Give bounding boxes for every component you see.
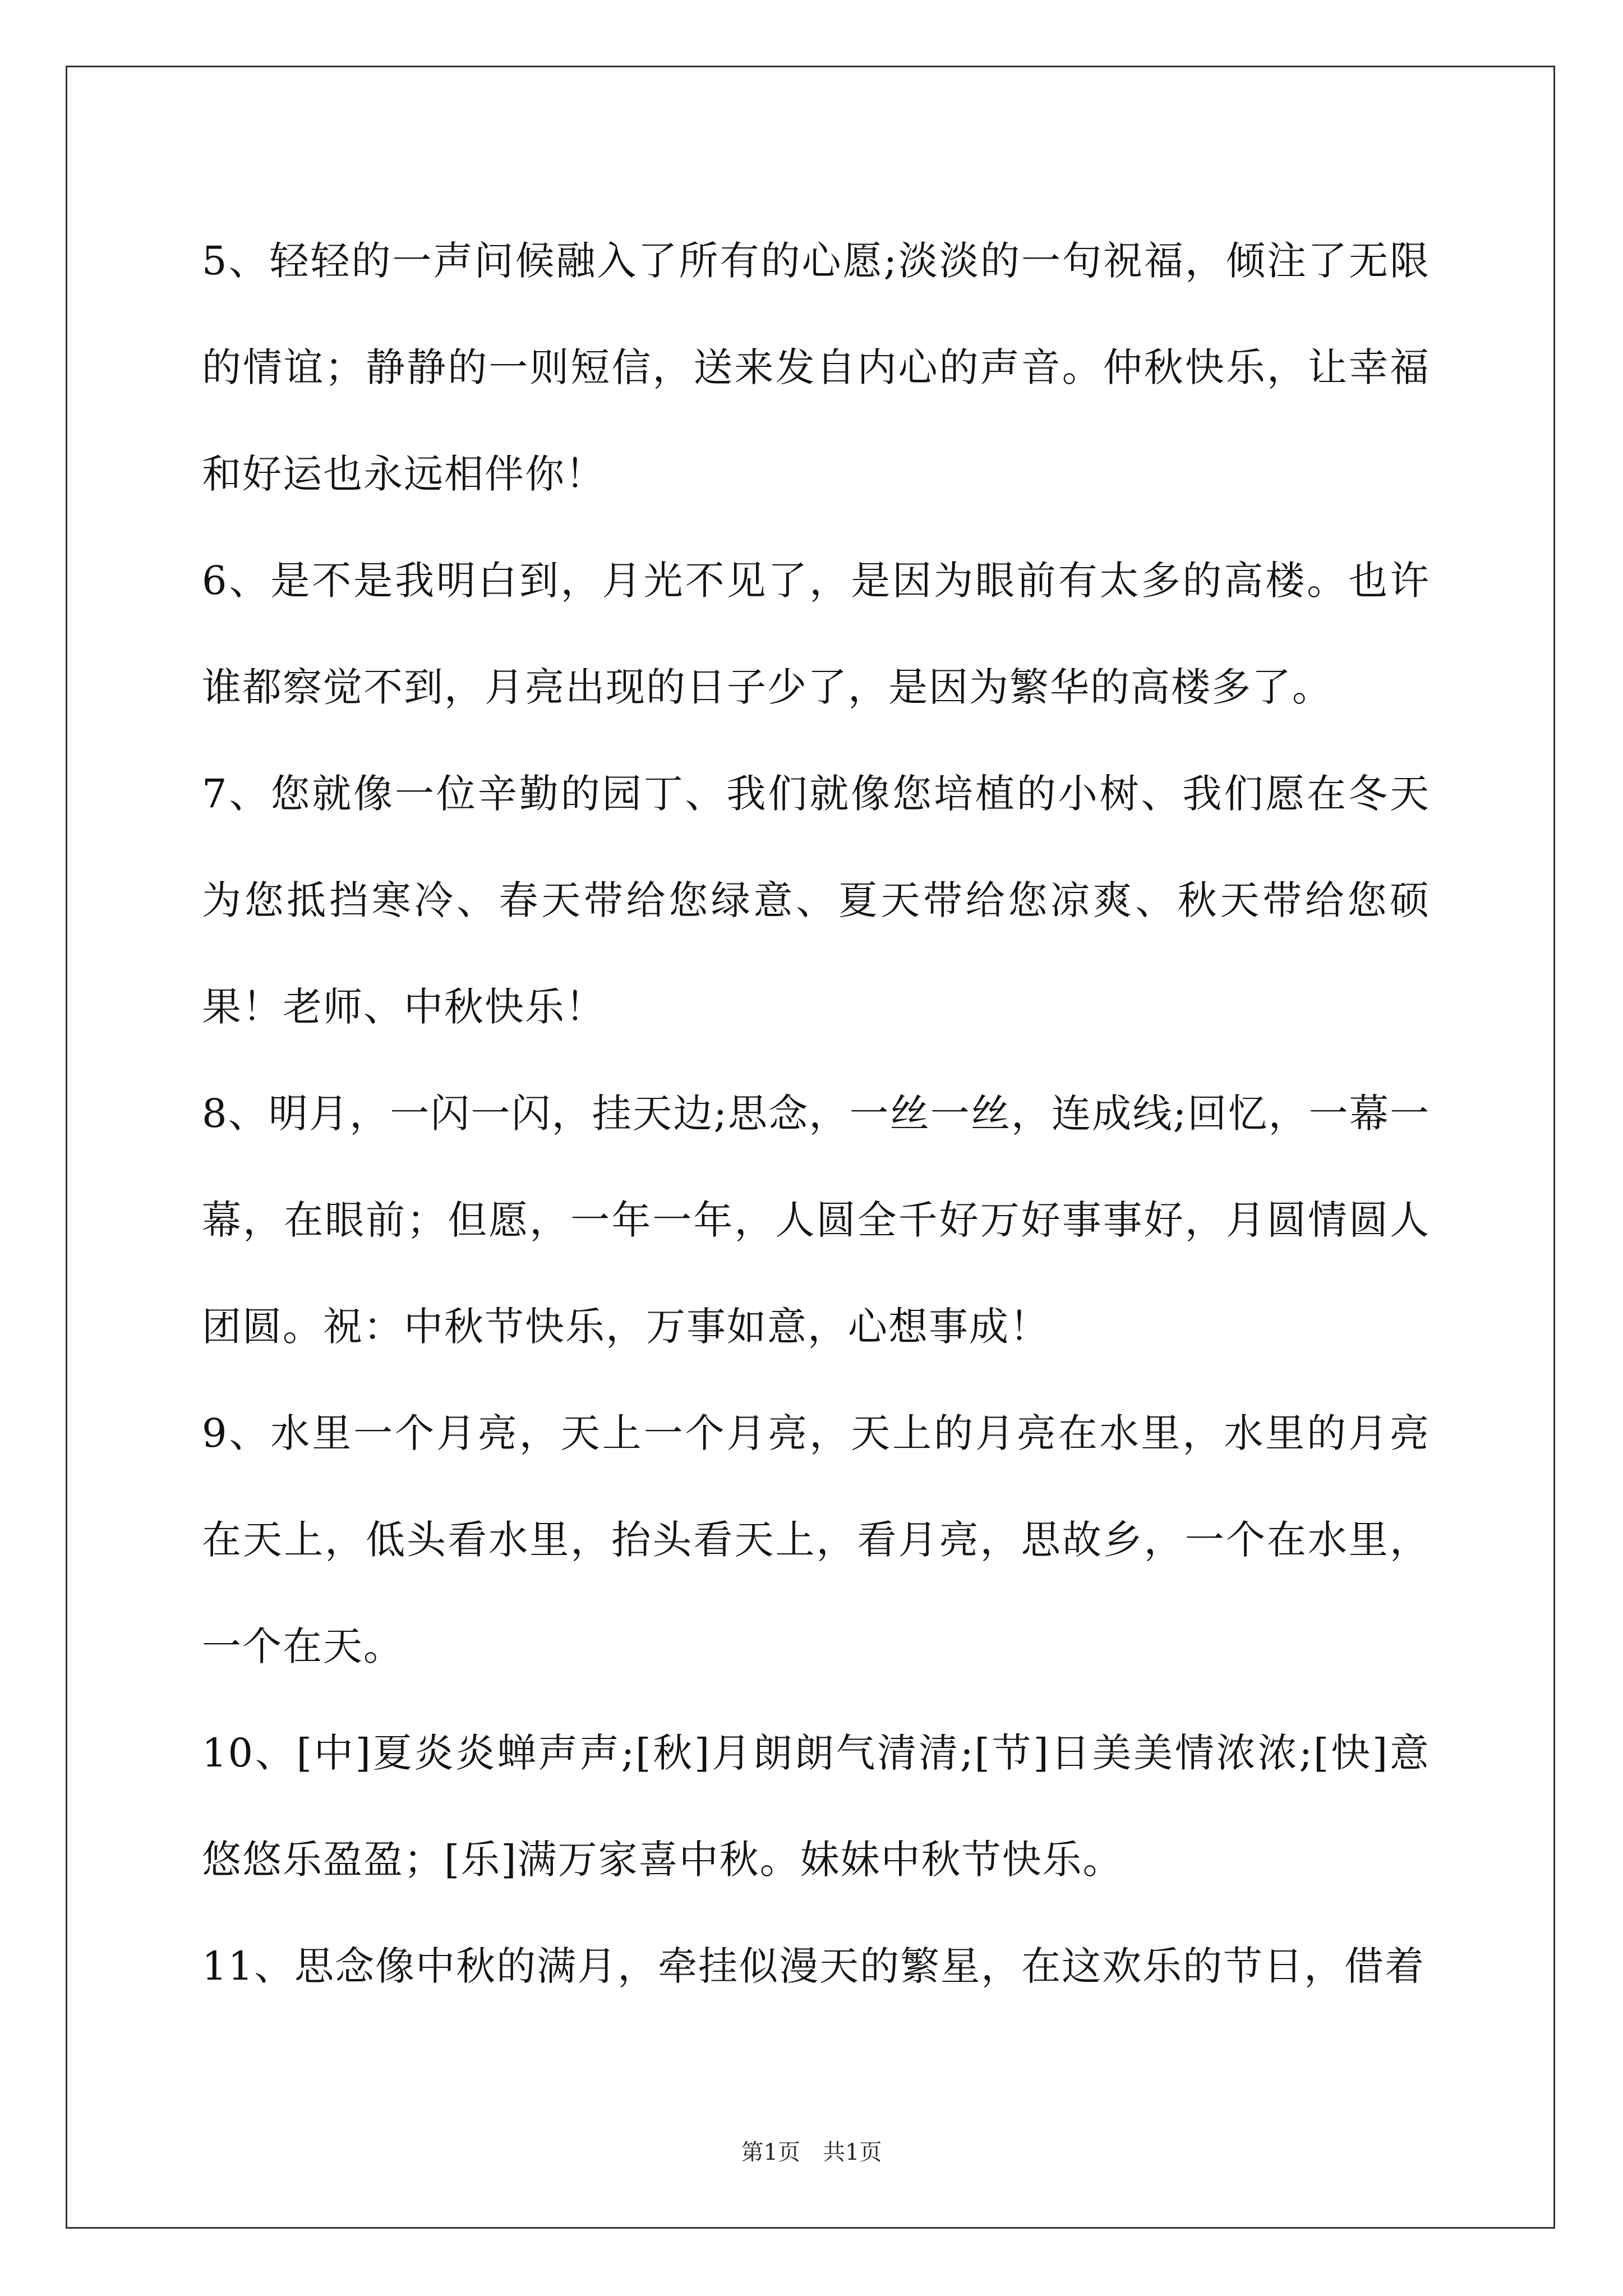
paragraph-7: 7、您就像一位辛勤的园丁、我们就像您培植的小树、我们愿在冬天为您抵挡寒冷、春天带给您绿意、夏天带给您凉爽、秋天带给您硕果！老师、中秋快乐！ (202, 771, 1430, 1030)
paragraph-10: 10、[中]夏炎炎蝉声声;[秋]月朗朗气清清;[节]日美美情浓浓;[快]意悠悠乐盈盈；[乐]满万家喜中秋。妹妹中秋节快乐。 (202, 1730, 1430, 1883)
paragraph-11: 11、思念像中秋的满月，牵挂似漫天的繁星，在这欢乐的节日，借着 (202, 1943, 1426, 1989)
paragraph-9: 9、水里一个月亮，天上一个月亮，天上的月亮在水里，水里的月亮在天上，低头看水里，抬头看天上，看月亮，思故乡，一个在水里，一个在天。 (202, 1410, 1430, 1669)
paragraph-5: 5、轻轻的一声问候融入了所有的心愿;淡淡的一句祝福，倾注了无限的情谊；静静的一则短信，送来发自内心的声音。仲秋快乐，让幸福和好运也永远相伴你！ (202, 238, 1430, 497)
document-body (202, 208, 1430, 2019)
paragraph-6: 6、是不是我明白到，月光不见了，是因为眼前有太多的高楼。也许谁都察觉不到，月亮出现的日子少了，是因为繁华的高楼多了。 (202, 558, 1430, 710)
paragraph-8: 8、明月，一闪一闪，挂天边;思念，一丝一丝，连成线;回忆，一幕一幕，在眼前；但愿，一年一年，人圆全千好万好事事好，月圆情圆人团圆。祝：中秋节快乐，万事如意，心想事成！ (202, 1091, 1430, 1350)
page-footer: 第1页 共1页 (741, 2139, 882, 2165)
